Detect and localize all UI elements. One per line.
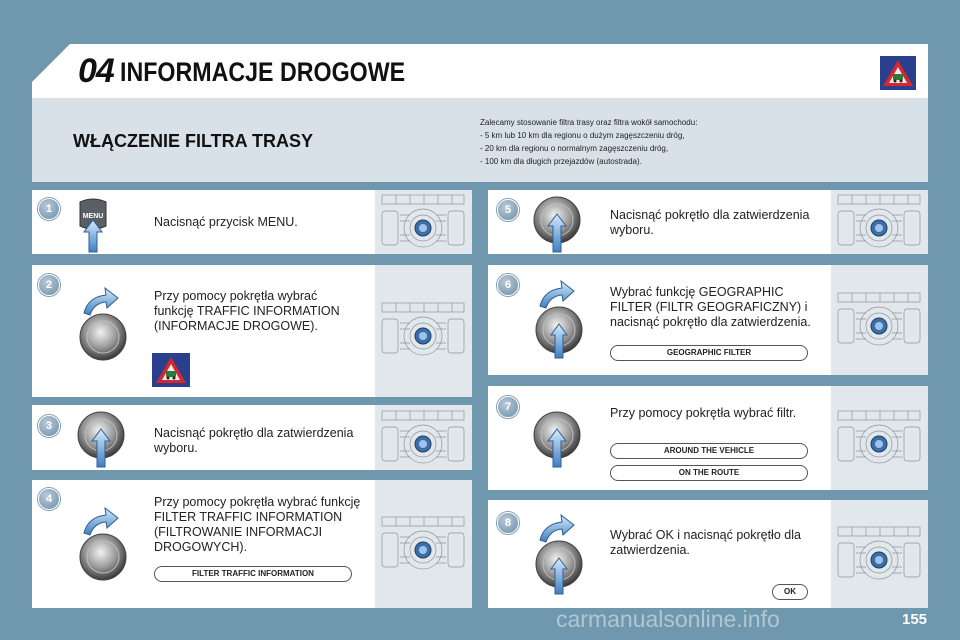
radio-diagram-icon — [831, 190, 928, 254]
watermark: carmanualsonline.info — [556, 606, 780, 632]
radio-panel — [375, 265, 472, 397]
page-title: INFORMACJE DROGOWE — [120, 57, 406, 87]
radio-panel — [831, 500, 928, 608]
traffic-warning-icon — [880, 56, 916, 90]
option-filter-traffic-information: FILTER TRAFFIC INFORMATION — [154, 566, 352, 582]
step-text-4: Przy pomocy pokrętła wybrać funkcję FILTER TRAFFIC INFORMATION (FILTROWANIE INFORMACJI DROGOWYCH). — [154, 495, 361, 554]
step-badge-3: 3 — [38, 415, 60, 437]
step-text-1: Nacisnąć przycisk MENU. — [154, 215, 298, 229]
intro-item: - 100 km dla długich przejazdów (autostrada). — [480, 157, 642, 166]
menu-button-icon — [78, 196, 108, 256]
radio-panel — [831, 386, 928, 490]
radio-diagram-icon — [375, 190, 472, 254]
intro-lead: Zalecamy stosowanie filtra trasy oraz filtra wokół samochodu: — [480, 118, 698, 127]
step-badge-6: 6 — [497, 274, 519, 296]
rotate-press-knob-icon — [530, 278, 588, 360]
option-ok: OK — [772, 584, 808, 600]
press-knob-icon — [76, 405, 126, 469]
radio-diagram-icon — [831, 500, 928, 608]
step-text-3: Nacisnąć pokrętło dla zatwierdzenia wyboru. — [154, 426, 354, 455]
option-around-the-vehicle: AROUND THE VEHICLE — [610, 443, 808, 459]
radio-panel — [831, 265, 928, 375]
page-number: 155 — [902, 611, 928, 628]
step-badge-5: 5 — [497, 199, 519, 221]
menu-button-label: MENU — [82, 213, 104, 220]
step-text-2: Przy pomocy pokrętła wybrać funkcję TRAFFIC INFORMATION (INFORMACJE DROGOWE). — [154, 289, 340, 333]
step-badge-4: 4 — [38, 488, 60, 510]
step-text-7: Przy pomocy pokrętła wybrać filtr. — [610, 406, 797, 420]
press-knob-icon — [532, 405, 582, 469]
step-badge-1: 1 — [38, 198, 60, 220]
rotate-press-knob-icon — [530, 512, 588, 596]
radio-diagram-icon — [375, 265, 472, 397]
intro-item: - 20 km dla regionu o normalnym zagęszczeniu dróg, — [480, 144, 669, 153]
step-text-5: Nacisnąć pokrętło dla zatwierdzenia wyboru. — [610, 208, 810, 237]
radio-panel — [831, 190, 928, 254]
intro-text — [480, 116, 697, 168]
rotate-knob-icon — [74, 285, 132, 365]
chapter-number: 04 — [78, 52, 114, 90]
radio-panel — [375, 480, 472, 608]
step-badge-2: 2 — [38, 274, 60, 296]
traffic-warning-icon — [152, 353, 190, 387]
rotate-knob-icon — [74, 505, 132, 585]
radio-panel — [375, 405, 472, 470]
intro-item: - 5 km lub 10 km dla regionu o dużym zagęszczeniu dróg, — [480, 131, 685, 140]
step-text-6: Wybrać funkcję GEOGRAPHIC FILTER (FILTR GEOGRAFICZNY) i nacisnąć pokrętło dla zatwierdzenia. — [610, 285, 811, 329]
radio-diagram-icon — [375, 480, 472, 608]
option-geographic-filter: GEOGRAPHIC FILTER — [610, 345, 808, 361]
option-on-the-route: ON THE ROUTE — [610, 465, 808, 481]
radio-panel — [375, 190, 472, 254]
radio-diagram-icon — [375, 405, 472, 470]
step-badge-7: 7 — [497, 396, 519, 418]
step-text-8: Wybrać OK i nacisnąć pokrętło dla zatwierdzenia. — [610, 528, 801, 557]
section-title: WŁĄCZENIE FILTRA TRASY — [73, 131, 313, 151]
radio-diagram-icon — [831, 386, 928, 490]
step-badge-8: 8 — [497, 512, 519, 534]
radio-diagram-icon — [831, 265, 928, 375]
press-knob-icon — [532, 192, 582, 254]
